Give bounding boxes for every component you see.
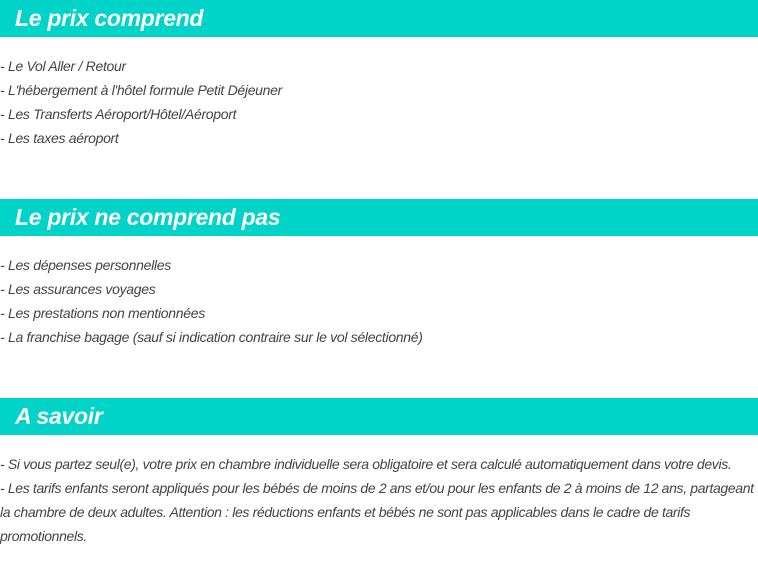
list-item: - Les taxes aéroport xyxy=(0,130,119,146)
section-price-includes xyxy=(0,0,758,150)
list-item: - Le Vol Aller / Retour xyxy=(0,58,126,74)
included-list xyxy=(0,54,758,150)
section-title: A savoir xyxy=(0,398,758,435)
list-item: - Les dépenses personnelles xyxy=(0,257,171,273)
list-item: - Les Transferts Aéroport/Hôtel/Aéroport xyxy=(0,106,237,122)
info-item: - Si vous partez seul(e), votre prix en chambre individuelle sera obligatoire et sera calculé automatiquement dans votre devis. xyxy=(0,456,732,472)
section-title: Le prix ne comprend pas xyxy=(0,199,758,236)
list-item: - La franchise bagage (sauf si indication contraire sur le vol sélectionné) xyxy=(0,329,423,345)
info-item: - Les tarifs enfants seront appliqués pour les bébés de moins de 2 ans et/ou pour les enfants de 2 à moins de 12 ans, partageant la chambre de deux adultes. Attention : les réductions enfants et bébés ne sont pas applicables dans le cadre de tarifs promotionnels. xyxy=(0,480,754,544)
list-item: - L'hébergement à l'hôtel formule Petit Déjeuner xyxy=(0,82,282,98)
excluded-list xyxy=(0,253,758,349)
section-good-to-know xyxy=(0,398,758,548)
section-title: Le prix comprend xyxy=(0,0,758,37)
list-item: - Les assurances voyages xyxy=(0,281,156,297)
info-paragraph xyxy=(0,452,758,548)
section-price-excludes xyxy=(0,199,758,349)
list-item: - Les prestations non mentionnées xyxy=(0,305,205,321)
